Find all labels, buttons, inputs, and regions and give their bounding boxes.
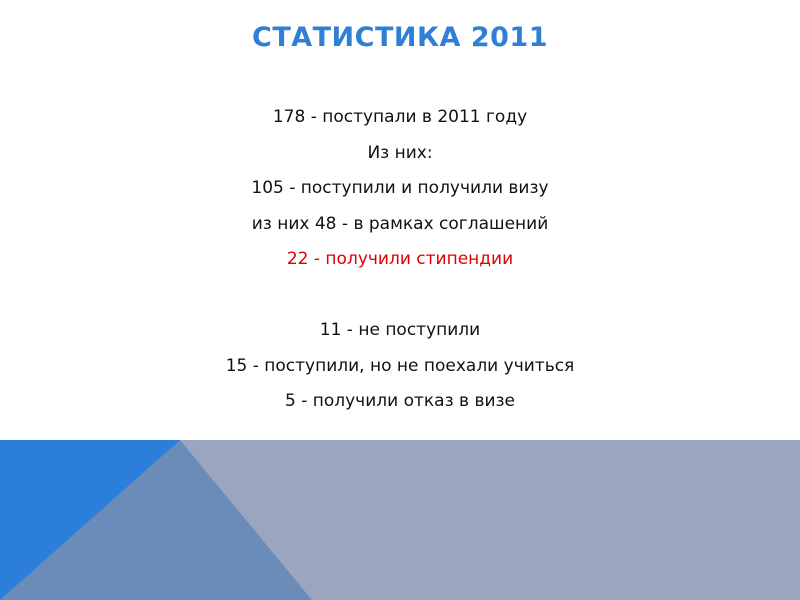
stat-line-visa-refused: 5 - получили отказ в визе — [284, 391, 516, 411]
stat-line-admitted-visa: 105 - поступили и получили визу — [251, 178, 549, 198]
slide-body — [0, 100, 800, 420]
stat-line-not-admitted: 11 - не поступили — [319, 320, 481, 340]
stat-line-applied: 178 - поступали в 2011 году — [272, 107, 528, 127]
stat-line-did-not-go: 15 - поступили, но не поехали учиться — [225, 355, 575, 376]
footer-decoration — [0, 440, 800, 600]
slide-title: СТАТИСТИКА 2011 — [252, 22, 548, 53]
stat-line-scholarships: 22 - получили стипендии — [286, 249, 514, 269]
spacer — [0, 278, 800, 314]
stat-line-of-them: Из них: — [367, 142, 433, 163]
stat-line-agreements: из них 48 - в рамках соглашений — [251, 213, 549, 234]
